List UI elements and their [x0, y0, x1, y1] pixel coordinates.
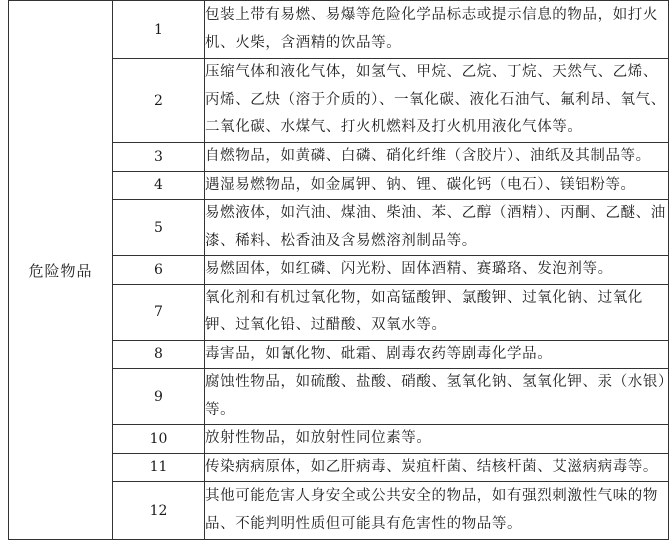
row-description: 腐蚀性物品，如硫酸、盐酸、硝酸、氢氧化钠、氢氧化钾、汞（水银）等。 — [205, 369, 669, 425]
row-description: 氧化剂和有机过氧化物，如高锰酸钾、氯酸钾、过氧化钠、过氧化钾、过氧化铅、过醋酸、双氧水等。 — [205, 284, 669, 340]
row-number: 6 — [113, 256, 205, 285]
row-description: 自燃物品，如黄磷、白磷、硝化纤维（含胶片）、油纸及其制品等。 — [205, 143, 669, 172]
row-description: 包装上带有易燃、易爆等危险化学品标志或提示信息的物品，如打火机、火柴，含酒精的饮品等。 — [205, 1, 669, 59]
row-description: 放射性物品，如放射性同位素等。 — [205, 425, 669, 454]
table-row — [9, 1, 669, 59]
row-number: 1 — [113, 1, 205, 59]
row-number: 10 — [113, 425, 205, 454]
category-cell: 危险物品 — [9, 1, 113, 540]
row-number: 3 — [113, 143, 205, 172]
row-description: 压缩气体和液化气体，如氢气、甲烷、乙烷、丁烷、天然气、乙烯、丙烯、乙炔（溶于介质的）、一氧化碳、液化石油气、氟利昂、氧气、二氧化碳、水煤气、打火机燃料及打火机用液化气体等。 — [205, 59, 669, 143]
row-number: 7 — [113, 284, 205, 340]
row-number: 5 — [113, 200, 205, 256]
row-description: 易燃液体，如汽油、煤油、柴油、苯、乙醇（酒精）、丙酮、乙醚、油漆、稀料、松香油及含易燃溶剂制品等。 — [205, 200, 669, 256]
row-description: 易燃固体，如红磷、闪光粉、固体酒精、赛璐珞、发泡剂等。 — [205, 256, 669, 285]
row-description: 毒害品，如氰化物、砒霜、剧毒农药等剧毒化学品。 — [205, 340, 669, 369]
dangerous-goods-table — [8, 0, 669, 540]
row-description: 遇湿易燃物品，如金属钾、钠、锂、碳化钙（电石）、镁铝粉等。 — [205, 171, 669, 200]
row-description: 其他可能危害人身安全或公共安全的物品，如有强烈刺激性气味的物品、不能判明性质但可能具有危害性的物品等。 — [205, 482, 669, 540]
row-number: 12 — [113, 482, 205, 540]
row-number: 4 — [113, 171, 205, 200]
row-description: 传染病病原体，如乙肝病毒、炭疽杆菌、结核杆菌、艾滋病病毒等。 — [205, 453, 669, 482]
row-number: 2 — [113, 59, 205, 143]
row-number: 8 — [113, 340, 205, 369]
row-number: 11 — [113, 453, 205, 482]
row-number: 9 — [113, 369, 205, 425]
